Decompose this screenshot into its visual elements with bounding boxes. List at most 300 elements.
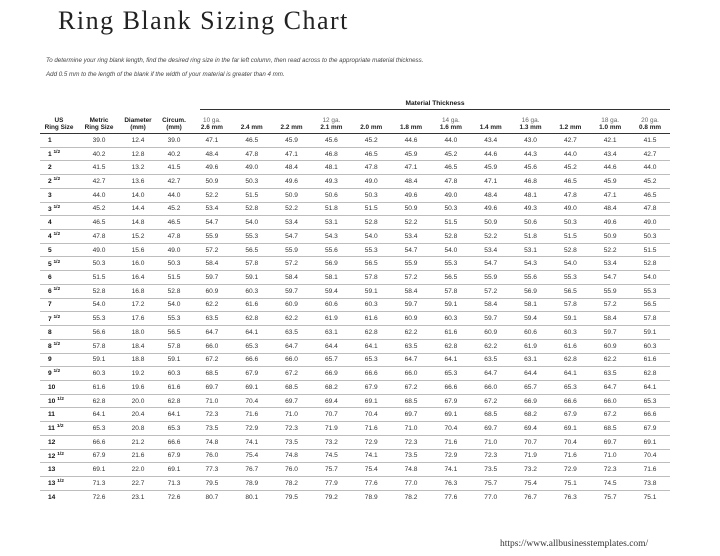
- blank-length-cell: 66.6: [351, 367, 391, 381]
- blank-length-cell: 69.7: [391, 408, 431, 422]
- blank-length-cell: 58.4: [471, 298, 511, 312]
- blank-length-cell: 59.7: [272, 284, 312, 298]
- blank-length-cell: 70.7: [311, 408, 351, 422]
- metric-ring-size-cell: 64.1: [78, 408, 120, 422]
- blank-length-cell: 48.4: [590, 202, 630, 216]
- blank-length-cell: 43.0: [511, 134, 551, 148]
- blank-length-cell: 72.3: [391, 435, 431, 449]
- blank-length-cell: 59.7: [471, 312, 511, 326]
- circumference-cell: 44.0: [156, 188, 192, 202]
- us-ring-size-cell: 10: [40, 380, 78, 394]
- blank-length-cell: 62.8: [431, 339, 471, 353]
- blank-length-cell: 66.6: [232, 353, 272, 367]
- blank-length-cell: 71.6: [351, 422, 391, 436]
- blank-length-cell: 51.5: [232, 188, 272, 202]
- blank-length-cell: 70.4: [351, 408, 391, 422]
- blank-length-cell: 54.0: [232, 216, 272, 230]
- us-ring-size-cell: 5: [40, 243, 78, 257]
- blank-length-cell: 63.5: [272, 326, 312, 340]
- circumference-cell: 64.1: [156, 408, 192, 422]
- us-ring-size-cell: 12: [40, 435, 78, 449]
- blank-length-cell: 47.8: [431, 175, 471, 189]
- blank-length-cell: 74.1: [232, 435, 272, 449]
- blank-length-cell: 49.0: [351, 175, 391, 189]
- blank-length-cell: 66.6: [431, 380, 471, 394]
- table-row: [40, 243, 670, 257]
- diameter-cell: 19.2: [120, 367, 156, 381]
- half-size-fraction: 1/2: [53, 287, 61, 293]
- blank-length-cell: 53.4: [391, 230, 431, 244]
- metric-ring-size-cell: 54.0: [78, 298, 120, 312]
- diameter-cell: 14.4: [120, 202, 156, 216]
- diameter-cell: 16.8: [120, 284, 156, 298]
- us-ring-size-cell: 7: [40, 298, 78, 312]
- blank-length-cell: 71.6: [630, 463, 670, 477]
- blank-length-cell: 66.0: [590, 394, 630, 408]
- blank-length-cell: 72.9: [431, 449, 471, 463]
- blank-length-cell: 61.9: [511, 339, 551, 353]
- blank-length-cell: 77.0: [391, 476, 431, 490]
- blank-length-cell: 64.7: [192, 326, 232, 340]
- blank-length-cell: 65.3: [351, 353, 391, 367]
- blank-length-cell: 55.3: [630, 284, 670, 298]
- blank-length-cell: 46.5: [232, 134, 272, 148]
- blank-length-cell: 41.5: [630, 134, 670, 148]
- us-ring-size-cell: 11 $^{1/2}$: [40, 422, 78, 436]
- us-ring-size-cell: 6 $^{1/2}$: [40, 284, 78, 298]
- blank-length-cell: 76.7: [524, 493, 537, 501]
- header-metric-ring-size: Metric Ring Size: [78, 111, 120, 134]
- metric-ring-size-cell: 51.5: [78, 271, 120, 285]
- blank-length-cell: 57.2: [272, 257, 312, 271]
- diameter-cell: 23.1: [131, 493, 145, 501]
- blank-length-cell: 66.0: [272, 353, 312, 367]
- blank-length-cell: 79.5: [285, 493, 298, 501]
- blank-length-cell: 69.4: [311, 394, 351, 408]
- blank-length-cell: 60.9: [192, 284, 232, 298]
- diameter-cell: 19.6: [120, 380, 156, 394]
- blank-length-cell: 50.3: [351, 188, 391, 202]
- diameter-cell: 14.0: [120, 188, 156, 202]
- metric-ring-size-cell: 60.3: [78, 367, 120, 381]
- diameter-cell: 18.0: [120, 326, 156, 340]
- blank-length-cell: 48.1: [511, 188, 551, 202]
- blank-length-cell: 71.0: [272, 408, 312, 422]
- blank-length-cell: 67.9: [550, 408, 590, 422]
- blank-length-cell: 58.4: [272, 271, 312, 285]
- blank-length-cell: 75.4: [511, 476, 551, 490]
- diameter-cell: 18.8: [120, 353, 156, 367]
- header-thickness: 1.2 mm: [550, 111, 590, 134]
- blank-length-cell: 44.0: [431, 134, 471, 148]
- blank-length-cell: 43.4: [590, 147, 630, 161]
- diameter-cell: 20.0: [120, 394, 156, 408]
- circumference-cell: 57.8: [156, 339, 192, 353]
- blank-length-cell: 66.9: [311, 367, 351, 381]
- blank-length-cell: 49.6: [391, 188, 431, 202]
- circumference-cell: 42.7: [156, 175, 192, 189]
- material-thickness-label: Material Thickness: [405, 100, 465, 107]
- blank-length-cell: 51.8: [311, 202, 351, 216]
- blank-length-cell: 49.3: [511, 202, 551, 216]
- blank-length-cell: 47.1: [272, 147, 312, 161]
- blank-length-cell: 77.9: [311, 476, 351, 490]
- metric-ring-size-cell: 66.6: [78, 435, 120, 449]
- blank-length-cell: 44.6: [471, 147, 511, 161]
- blank-length-cell: 74.8: [272, 449, 312, 463]
- blank-length-cell: 69.1: [550, 422, 590, 436]
- blank-length-cell: 59.4: [511, 312, 551, 326]
- circumference-cell: 60.3: [156, 367, 192, 381]
- blank-length-cell: 62.2: [192, 298, 232, 312]
- blank-length-cell: 74.5: [590, 476, 630, 490]
- blank-length-cell: 73.8: [630, 476, 670, 490]
- us-ring-size-cell: 11: [40, 408, 78, 422]
- blank-length-cell: 68.2: [511, 408, 551, 422]
- blank-length-cell: 48.1: [311, 161, 351, 175]
- blank-length-cell: 63.1: [311, 326, 351, 340]
- blank-length-cell: 50.9: [391, 202, 431, 216]
- us-ring-size-cell: 5 $^{1/2}$: [40, 257, 78, 271]
- blank-length-cell: 66.9: [511, 394, 551, 408]
- blank-length-cell: 61.6: [351, 312, 391, 326]
- blank-length-cell: 55.9: [391, 257, 431, 271]
- blank-length-cell: 71.9: [311, 422, 351, 436]
- circumference-cell: 41.5: [156, 161, 192, 175]
- blank-length-cell: 57.8: [232, 257, 272, 271]
- blank-length-cell: 56.9: [511, 284, 551, 298]
- blank-length-cell: 61.6: [630, 353, 670, 367]
- us-ring-size-cell: 4: [40, 216, 78, 230]
- blank-length-cell: 76.3: [431, 476, 471, 490]
- circumference-cell: 39.0: [156, 134, 192, 148]
- blank-length-cell: 68.5: [192, 367, 232, 381]
- blank-length-cell: 51.8: [511, 230, 551, 244]
- blank-length-cell: 49.3: [311, 175, 351, 189]
- table-header-row: [40, 111, 670, 134]
- diameter-cell: 12.8: [120, 147, 156, 161]
- diameter-cell: 20.4: [120, 408, 156, 422]
- half-size-fraction: 1/2: [57, 479, 64, 485]
- blank-length-cell: 76.3: [563, 493, 577, 501]
- blank-length-cell: 52.8: [550, 243, 590, 257]
- us-ring-size-cell: 9 $^{1/2}$: [40, 367, 78, 381]
- blank-length-cell: 50.6: [511, 216, 551, 230]
- metric-ring-size-cell: 67.9: [78, 449, 120, 463]
- blank-length-cell: 76.0: [192, 449, 232, 463]
- blank-length-cell: 49.0: [232, 161, 272, 175]
- blank-length-cell: 65.3: [630, 394, 670, 408]
- blank-length-cell: 49.6: [272, 175, 312, 189]
- blank-length-cell: 64.4: [311, 339, 351, 353]
- us-ring-size-cell: 3 $^{1/2}$: [40, 202, 78, 216]
- blank-length-cell: 50.3: [630, 230, 670, 244]
- us-ring-size-cell: 14: [48, 493, 56, 501]
- blank-length-cell: 73.2: [511, 463, 551, 477]
- blank-length-cell: 47.1: [192, 134, 232, 148]
- blank-length-cell: 58.4: [590, 312, 630, 326]
- blank-length-cell: 57.8: [630, 312, 670, 326]
- blank-length-cell: 67.2: [192, 353, 232, 367]
- blank-length-cell: 64.1: [431, 353, 471, 367]
- us-ring-size-cell: 12 $^{1/2}$: [40, 449, 78, 463]
- blank-length-cell: 75.1: [550, 476, 590, 490]
- circumference-cell: 72.6: [167, 493, 181, 501]
- blank-length-cell: 73.5: [192, 422, 232, 436]
- blank-length-cell: 55.3: [550, 271, 590, 285]
- blank-length-cell: 67.2: [391, 380, 431, 394]
- blank-length-cell: 75.7: [471, 476, 511, 490]
- header-thickness: 10 ga. 2.6 mm: [192, 111, 232, 134]
- blank-length-cell: 53.4: [192, 202, 232, 216]
- blank-length-cell: 65.3: [232, 339, 272, 353]
- circumference-cell: 45.2: [156, 202, 192, 216]
- blank-length-cell: 54.7: [590, 271, 630, 285]
- us-ring-size-cell: 7 $^{1/2}$: [40, 312, 78, 326]
- blank-length-cell: 59.1: [431, 298, 471, 312]
- blank-length-cell: 69.4: [511, 422, 551, 436]
- half-size-fraction: 1/2: [53, 204, 61, 210]
- metric-ring-size-cell: 49.0: [78, 243, 120, 257]
- blank-length-cell: 48.4: [391, 175, 431, 189]
- blank-length-cell: 70.4: [232, 394, 272, 408]
- metric-ring-size-cell: 55.3: [78, 312, 120, 326]
- table-row: [40, 476, 670, 490]
- metric-ring-size-cell: 57.8: [78, 339, 120, 353]
- blank-length-cell: 53.4: [471, 243, 511, 257]
- header-thickness: 2.2 mm: [272, 111, 312, 134]
- blank-length-cell: 69.1: [351, 394, 391, 408]
- metric-ring-size-cell: 69.1: [78, 463, 120, 477]
- blank-length-cell: 64.1: [550, 367, 590, 381]
- blank-length-cell: 77.3: [192, 463, 232, 477]
- blank-length-cell: 42.7: [630, 147, 670, 161]
- blank-length-cell: 79.5: [192, 476, 232, 490]
- circumference-cell: 62.8: [156, 394, 192, 408]
- blank-length-cell: 55.6: [511, 271, 551, 285]
- sizing-table: [40, 111, 670, 503]
- blank-length-cell: 45.6: [311, 134, 351, 148]
- blank-length-cell: 44.0: [630, 161, 670, 175]
- blank-length-cell: 53.1: [511, 243, 551, 257]
- table-row: [40, 230, 670, 244]
- blank-length-cell: 62.8: [630, 367, 670, 381]
- half-size-fraction: 1/2: [53, 177, 61, 183]
- blank-length-cell: 49.6: [192, 161, 232, 175]
- blank-length-cell: 70.4: [630, 449, 670, 463]
- us-ring-size-cell: 4 $^{1/2}$: [40, 230, 78, 244]
- blank-length-cell: 64.1: [351, 339, 391, 353]
- blank-length-cell: 54.0: [351, 230, 391, 244]
- blank-length-cell: 61.9: [311, 312, 351, 326]
- blank-length-cell: 51.5: [550, 230, 590, 244]
- table-row: [40, 353, 670, 367]
- blank-length-cell: 54.0: [550, 257, 590, 271]
- blank-length-cell: 68.5: [590, 422, 630, 436]
- blank-length-cell: 69.1: [232, 380, 272, 394]
- blank-length-cell: 72.3: [192, 408, 232, 422]
- blank-length-cell: 56.5: [232, 243, 272, 257]
- us-ring-size-cell: 9: [40, 353, 78, 367]
- diameter-cell: 22.0: [120, 463, 156, 477]
- table-row: [40, 463, 670, 477]
- blank-length-cell: 67.2: [590, 408, 630, 422]
- blank-length-cell: 76.0: [272, 463, 312, 477]
- blank-length-cell: 73.5: [471, 463, 511, 477]
- blank-length-cell: 50.9: [471, 216, 511, 230]
- blank-length-cell: 53.4: [272, 216, 312, 230]
- us-ring-size-cell: 1: [40, 134, 78, 148]
- blank-length-cell: 47.1: [590, 188, 630, 202]
- header-thickness: 16 ga. 1.3 mm: [511, 111, 551, 134]
- blank-length-cell: 45.2: [431, 147, 471, 161]
- blank-length-cell: 69.7: [471, 422, 511, 436]
- table-row: [40, 408, 670, 422]
- blank-length-cell: 57.2: [192, 243, 232, 257]
- blank-length-cell: 59.7: [590, 326, 630, 340]
- blank-length-cell: 49.6: [471, 202, 511, 216]
- table-row: [40, 298, 670, 312]
- blank-length-cell: 78.2: [404, 493, 418, 501]
- blank-length-cell: 42.7: [550, 134, 590, 148]
- blank-length-cell: 50.9: [590, 230, 630, 244]
- circumference-cell: 55.3: [156, 312, 192, 326]
- half-size-fraction: 1/2: [53, 314, 61, 320]
- blank-length-cell: 66.0: [471, 380, 511, 394]
- blank-length-cell: 59.7: [192, 271, 232, 285]
- table-row: [40, 326, 670, 340]
- circumference-cell: 66.6: [156, 435, 192, 449]
- circumference-cell: 50.3: [156, 257, 192, 271]
- blank-length-cell: 50.9: [272, 188, 312, 202]
- circumference-cell: 59.1: [156, 353, 192, 367]
- half-size-fraction: 1/2: [53, 342, 61, 348]
- blank-length-cell: 60.9: [391, 312, 431, 326]
- blank-length-cell: 50.9: [192, 175, 232, 189]
- circumference-cell: 71.3: [156, 476, 192, 490]
- metric-ring-size-cell: 46.5: [78, 216, 120, 230]
- blank-length-cell: 56.9: [311, 257, 351, 271]
- header-diameter: Diameter (mm): [120, 111, 156, 134]
- blank-length-cell: 55.3: [431, 257, 471, 271]
- circumference-cell: 67.9: [156, 449, 192, 463]
- blank-length-cell: 75.7: [311, 463, 351, 477]
- blank-length-cell: 52.2: [272, 202, 312, 216]
- blank-length-cell: 75.1: [643, 493, 657, 501]
- us-ring-size-cell: 8 $^{1/2}$: [40, 339, 78, 353]
- blank-length-cell: 54.0: [630, 271, 670, 285]
- metric-ring-size-cell: 44.0: [78, 188, 120, 202]
- blank-length-cell: 79.2: [324, 493, 338, 501]
- metric-ring-size-cell: 41.5: [78, 161, 120, 175]
- table-row: [40, 284, 670, 298]
- blank-length-cell: 62.8: [550, 353, 590, 367]
- diameter-cell: 21.6: [120, 449, 156, 463]
- half-size-fraction: 1/2: [53, 369, 61, 375]
- table-row: [40, 188, 670, 202]
- blank-length-cell: 62.8: [351, 326, 391, 340]
- blank-length-cell: 64.7: [590, 380, 630, 394]
- diameter-cell: 20.8: [120, 422, 156, 436]
- table-row: [40, 490, 670, 503]
- blank-length-cell: 69.7: [192, 380, 232, 394]
- blank-length-cell: 60.6: [511, 326, 551, 340]
- header-thickness: 2.4 mm: [232, 111, 272, 134]
- blank-length-cell: 42.1: [590, 134, 630, 148]
- us-ring-size-cell: 13: [40, 463, 78, 477]
- blank-length-cell: 51.5: [431, 216, 471, 230]
- table-row: [40, 367, 670, 381]
- blank-length-cell: 45.9: [590, 175, 630, 189]
- circumference-cell: 46.5: [156, 216, 192, 230]
- blank-length-cell: 74.1: [351, 449, 391, 463]
- blank-length-cell: 55.9: [272, 243, 312, 257]
- blank-length-cell: 58.1: [311, 271, 351, 285]
- us-ring-size-cell: 10 $^{1/2}$: [40, 394, 78, 408]
- blank-length-cell: 80.7: [205, 493, 219, 501]
- diameter-cell: 21.2: [120, 435, 156, 449]
- table-row: [40, 339, 670, 353]
- blank-length-cell: 60.3: [550, 326, 590, 340]
- blank-length-cell: 78.2: [272, 476, 312, 490]
- blank-length-cell: 53.1: [311, 216, 351, 230]
- blank-length-cell: 71.0: [471, 435, 511, 449]
- diameter-cell: 17.2: [120, 298, 156, 312]
- blank-length-cell: 57.8: [431, 284, 471, 298]
- blank-length-cell: 66.0: [192, 339, 232, 353]
- blank-length-cell: 61.6: [550, 339, 590, 353]
- table-row: [40, 257, 670, 271]
- blank-length-cell: 67.9: [232, 367, 272, 381]
- blank-length-cell: 48.4: [272, 161, 312, 175]
- blank-length-cell: 69.1: [431, 408, 471, 422]
- blank-length-cell: 65.3: [431, 367, 471, 381]
- circumference-cell: 61.6: [156, 380, 192, 394]
- blank-length-cell: 64.4: [511, 367, 551, 381]
- blank-length-cell: 52.2: [471, 230, 511, 244]
- blank-length-cell: 47.8: [232, 147, 272, 161]
- blank-length-cell: 69.1: [630, 435, 670, 449]
- blank-length-cell: 71.0: [192, 394, 232, 408]
- blank-length-cell: 67.9: [431, 394, 471, 408]
- instruction-line: Add 0.5 mm to the length of the blank if the width of your material is greater than 4 mm.: [46, 71, 285, 78]
- blank-length-cell: 55.6: [311, 243, 351, 257]
- blank-length-cell: 59.1: [630, 326, 670, 340]
- diameter-cell: 15.6: [120, 243, 156, 257]
- blank-length-cell: 72.3: [272, 422, 312, 436]
- table-row: [40, 312, 670, 326]
- blank-length-cell: 80.1: [245, 493, 259, 501]
- blank-length-cell: 65.7: [511, 380, 551, 394]
- blank-length-cell: 68.2: [311, 380, 351, 394]
- blank-length-cell: 57.2: [590, 298, 630, 312]
- blank-length-cell: 71.6: [232, 408, 272, 422]
- blank-length-cell: 52.8: [630, 257, 670, 271]
- diameter-cell: 15.2: [120, 230, 156, 244]
- blank-length-cell: 78.9: [364, 493, 378, 501]
- table-row: [40, 216, 670, 230]
- diameter-cell: 16.0: [120, 257, 156, 271]
- metric-ring-size-cell: 40.2: [78, 147, 120, 161]
- circumference-cell: 65.3: [156, 422, 192, 436]
- blank-length-cell: 45.2: [630, 175, 670, 189]
- blank-length-cell: 59.1: [351, 284, 391, 298]
- header-thickness: 2.0 mm: [351, 111, 391, 134]
- half-size-fraction: 1/2: [53, 149, 61, 155]
- blank-length-cell: 47.1: [471, 175, 511, 189]
- metric-ring-size-cell: 45.2: [78, 202, 120, 216]
- blank-length-cell: 45.2: [550, 161, 590, 175]
